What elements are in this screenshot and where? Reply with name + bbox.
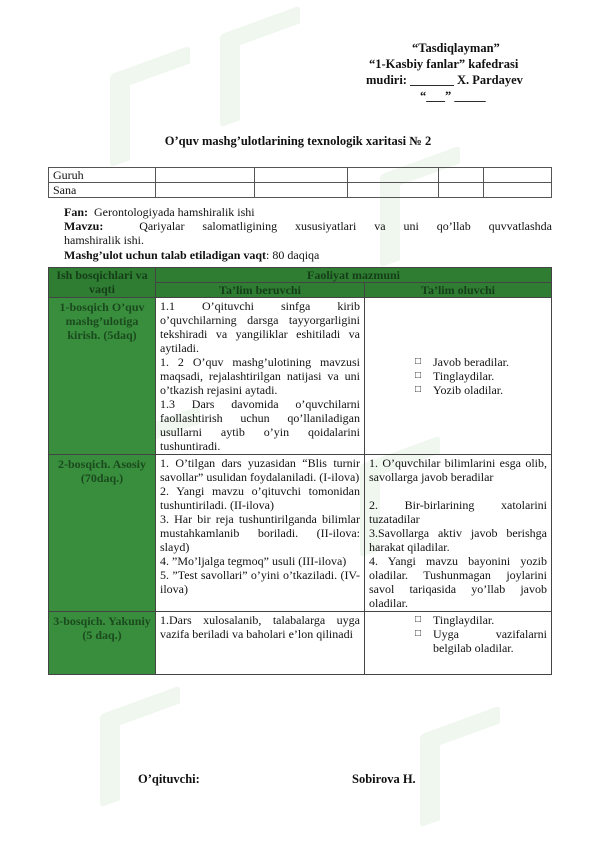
list-item: □ Yozib oladilar. xyxy=(411,383,547,397)
watermark-logo xyxy=(220,5,300,127)
student-step: 1. O’quvchilar bilimlarini esga olib, savollarga javob beradilar xyxy=(369,456,547,484)
teacher-step: 1. O’tilgan dars yuzasidan “Blis turnir savollar” usulidan foydalaniladi. (I-ilova) xyxy=(160,456,360,484)
document-title: O’quv mashg’ulotlarining texnologik xaritasi № 2 xyxy=(164,134,432,148)
table-row xyxy=(49,612,552,675)
teacher-step: 3. Har bir reja tushuntirilganda bilimlar mustahkamlanib boriladi. (II-ilova: slayd) xyxy=(160,512,360,554)
group-date-table xyxy=(48,167,552,198)
teacher-step: 5. ”Test savollari” o’yini o’tkaziladi. (IV-ilova) xyxy=(160,568,360,596)
student-list xyxy=(369,613,547,655)
teacher-step: 1.Dars xulosalanib, talabalarga uyga vazifa beriladi va baholari e’lon qilinadi xyxy=(160,613,360,641)
teacher-step: 1.3 Dars davomida o’quvchilarni faollashtirish uchun qo’llaniladigan usullarni aytib o’yin qoidalarini tushuntiradi. xyxy=(160,397,360,453)
table-row xyxy=(49,168,552,183)
student-cell xyxy=(365,298,552,455)
time-value: : 80 daqiqa xyxy=(266,248,320,262)
subject-label: Fan: xyxy=(64,205,88,219)
teacher-cell xyxy=(156,612,365,675)
date-label: Sana xyxy=(49,183,156,198)
group-label: Guruh xyxy=(49,168,156,183)
stage-cell: 3-bosqich. Yakuniy (5 daq.) xyxy=(49,612,156,675)
table-header-row xyxy=(49,268,552,283)
list-item: □ Javob beradilar. xyxy=(411,355,547,369)
topic-line xyxy=(64,219,552,233)
approval-line: “___” _____ xyxy=(420,89,486,103)
table-row xyxy=(49,455,552,612)
teacher-step: 1. 2 O’quv mashg’ulotining mavzusi maqsadi, rejalashtirilgan natijasi va uni o’tkazish rejasini aytadi. xyxy=(160,355,360,397)
list-item: □ Tinglaydilar. xyxy=(411,369,547,383)
time-label: Mashg’ulot uchun talab etiladigan vaqt xyxy=(64,248,267,262)
lesson-plan-table xyxy=(48,267,552,675)
stage-header: Ish bosqichlari va vaqti xyxy=(49,268,156,298)
stage-cell: 2-bosqich. Asosiy (70daq.) xyxy=(49,455,156,612)
subject-value: Gerontologiyada hamshiralik ishi xyxy=(94,205,255,219)
student-step: 3.Savollarga aktiv javob berishga harakat qiladilar. xyxy=(369,526,547,554)
teacher-signature-label: O’qituvchi: xyxy=(138,772,200,786)
subject-line xyxy=(64,205,552,219)
watermark-logo xyxy=(100,685,180,807)
teacher-cell xyxy=(156,298,365,455)
student-step: 4. Yangi mavzu bayonini yozib oladilar. Tushunmagan joylarini savol tariqasida yo’llab javob oladilar. xyxy=(369,554,547,610)
time-line xyxy=(64,248,552,262)
approval-line: “1-Kasbiy fanlar” kafedrasi xyxy=(369,57,519,71)
approval-line: mudiri: _______ X. Pardayev xyxy=(366,73,523,87)
student-list xyxy=(369,355,547,397)
watermark-logo xyxy=(420,705,500,827)
student-cell xyxy=(365,612,552,675)
student-header: Ta’lim oluvchi xyxy=(365,283,552,298)
stage-cell: 1-bosqich O’quv mashg’ulotiga kirish. (5daq) xyxy=(49,298,156,455)
teacher-name: Sobirova H. xyxy=(352,772,416,786)
topic-continuation: hamshiralik ishi. xyxy=(64,233,144,247)
topic-value: Qariyalar salomatligining xususiyatlari va uni qo’llab quvvatlashda xyxy=(139,219,552,233)
teacher-step: 2. Yangi mavzu o’qituvchi tomonidan tushuntiriladi. (II-ilova) xyxy=(160,484,360,512)
teacher-step: 1.1 O’qituvchi sinfga kirib o’quvchilarning darsga tayyorgarligini tekshiradi va yangiliklar eshitiladi va aytiladi. xyxy=(160,299,360,355)
approval-line: “Tasdiqlayman” xyxy=(412,41,500,55)
watermark-logo xyxy=(110,45,190,167)
teacher-cell xyxy=(156,455,365,612)
topic-label: Mavzu: xyxy=(64,219,104,233)
activity-header: Faoliyat mazmuni xyxy=(156,268,552,283)
student-step: 2. Bir-birlarining xatolarini tuzatadilar xyxy=(369,498,547,526)
approval-block xyxy=(360,40,560,104)
table-row xyxy=(49,298,552,455)
table-row xyxy=(49,183,552,198)
list-item: □ Tinglaydilar. xyxy=(411,613,547,627)
student-cell xyxy=(365,455,552,612)
list-item: □ Uyga vazifalarni belgilab oladilar. xyxy=(411,627,547,655)
teacher-header: Ta’lim beruvchi xyxy=(156,283,365,298)
teacher-step: 4. ”Mo’ljalga tegmoq” usuli (III-ilova) xyxy=(160,554,347,568)
